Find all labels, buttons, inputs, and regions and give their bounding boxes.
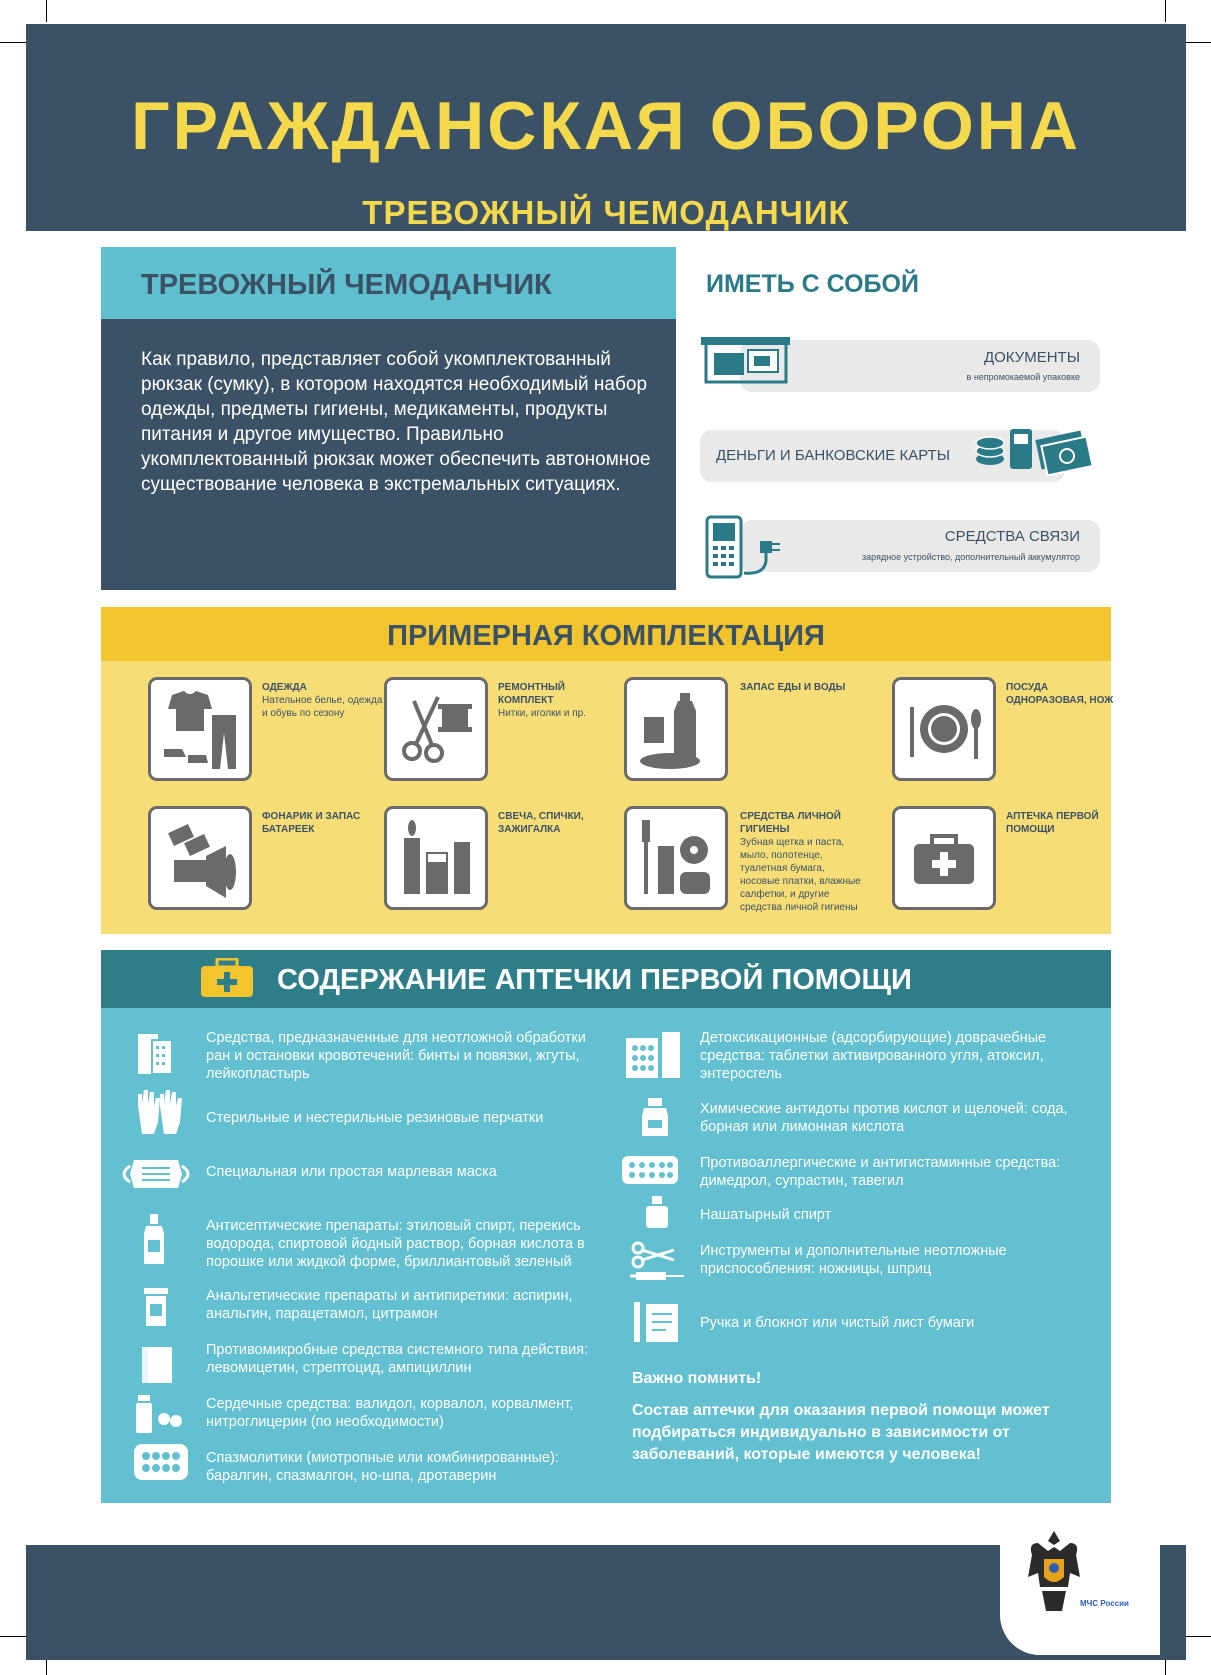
footer-logo-text: МЧС России: [1080, 1599, 1129, 1608]
aptechka-left-item: Стерильные и нестерильные резиновые перчатки: [206, 1110, 544, 1126]
medicine-box-icon: [140, 1345, 174, 1385]
aptechka-right-item: Детоксикационные (адсорбирующие) доврачебные средства: таблетки активированного угля, атоксил, энтеросгель: [700, 1030, 1047, 1082]
antidote-jar-icon: [640, 1098, 670, 1138]
aptechka-right-item: Инструменты и дополнительные неотложные приспособления: ножницы, шприц: [700, 1243, 1007, 1277]
kit-item-title: РЕМОНТНЫЙ КОМПЛЕКТ: [498, 682, 565, 706]
flashlight-icon: [148, 806, 252, 910]
carry-item-note: зарядное устройство, дополнительный аккумулятор: [862, 552, 1080, 562]
aptechka-right-item: Ручка и блокнот или чистый лист бумаги: [700, 1315, 975, 1331]
carry-item-communications: [740, 520, 1100, 572]
kit-item-title: ЗАПАС ЕДЫ И ВОДЫ: [740, 682, 846, 693]
pill-jar-icon: [142, 1288, 172, 1328]
kit-item-title: АПТЕЧКА ПЕРВОЙ ПОМОЩИ: [1006, 811, 1099, 835]
aptechka-right-item: Химические антидоты против кислот и щелочей: сода, борная или лимонная кислота: [700, 1101, 1068, 1135]
kit-item-title: СВЕЧА, СПИЧКИ, ЗАЖИГАЛКА: [498, 811, 584, 835]
kit-item-title: ФОНАРИК И ЗАПАС БАТАРЕЕК: [262, 811, 361, 835]
aptechka-heading-bar: [101, 950, 1111, 1008]
kit-item-candle: [498, 810, 623, 836]
bandage-icon: [138, 1032, 174, 1076]
crop-mark: [46, 0, 47, 22]
clothes-icon: [148, 677, 252, 781]
aptechka-right-item: Противоаллергические и антигистаминные средства: димедрол, супрастин, тавегил: [700, 1155, 1061, 1189]
emercom-emblem-icon: [1024, 1525, 1084, 1625]
aptechka-left-item: Противомикробные средства системного типа действия: левомицетин, стрептоцид, ампициллин: [206, 1342, 589, 1376]
kit-item-title: ПОСУДА ОДНОРАЗОВАЯ, НОЖ: [1006, 682, 1114, 706]
important-text: Состав аптечки для оказания первой помощи может подбираться индивидуально в зависимости от заболеваний, которые имеются у человека!: [632, 1402, 1050, 1463]
intro-heading-bar: [101, 247, 676, 319]
aptechka-heading: СОДЕРЖАНИЕ АПТЕЧКИ ПЕРВОЙ ПОМОЩИ: [277, 964, 912, 996]
aptechka-left-item: Спазмолитики (миотропные или комбинированные): баралгин, спазмалгон, но-шпа, дротаверин: [206, 1450, 559, 1484]
kit-item-hygiene: [740, 810, 865, 914]
kit-item-text: Нитки, иголки и пр.: [498, 708, 586, 719]
kit-item-clothes: [262, 681, 387, 720]
crop-mark: [1165, 0, 1166, 22]
phone-icon: [704, 515, 789, 580]
carry-title: ИМЕТЬ С СОБОЙ: [706, 270, 919, 298]
antiseptic-bottle-icon: [140, 1214, 170, 1266]
tableware-icon: [892, 677, 996, 781]
blister-pack-icon: [134, 1444, 190, 1482]
sewing-kit-icon: [384, 677, 488, 781]
aptechka-left-item: Сердечные средства: валидол, корвалол, корвалмент, нитроглицерин (по необходимости): [206, 1396, 574, 1430]
aptechka-right-item: Нашатырный спирт: [700, 1207, 832, 1223]
activated-charcoal-icon: [626, 1032, 682, 1080]
carry-item-note: в непромокаемой упаковке: [966, 372, 1080, 382]
heart-pills-icon: [136, 1395, 186, 1435]
kit-item-food: [740, 681, 865, 694]
food-water-icon: [624, 677, 728, 781]
carry-item-label: СРЕДСТВА СВЯЗИ: [944, 528, 1080, 545]
kit-item-text: Зубная щетка и паста, мыло, полотенце, туалетная бумага, носовые платки, влажные салфетки, и другие средства личной гигиены: [740, 837, 861, 913]
poster-subtitle: ТРЕВОЖНЫЙ ЧЕМОДАНЧИК: [362, 194, 850, 231]
hygiene-icon: [624, 806, 728, 910]
kit-item-first-aid: [1006, 810, 1131, 836]
kit-item-flashlight: [262, 810, 387, 836]
kit-item-title: ОДЕЖДА: [262, 682, 307, 693]
intro-body: [101, 319, 676, 590]
kit-heading-bar: [101, 607, 1111, 661]
pen-notepad-icon: [634, 1300, 680, 1344]
intro-heading: ТРЕВОЖНЫЙ ЧЕМОДАНЧИК: [141, 269, 552, 301]
money-icon: [972, 425, 1097, 480]
carry-item-label: ДЕНЬГИ И БАНКОВСКИЕ КАРТЫ: [716, 447, 950, 464]
carry-item-label: ДОКУМЕНТЫ: [983, 349, 1080, 366]
aptechka-left-item: Специальная или простая марлевая маска: [206, 1164, 497, 1180]
kit-heading: ПРИМЕРНАЯ КОМПЛЕКТАЦИЯ: [387, 620, 825, 652]
scissors-syringe-icon: [630, 1240, 686, 1286]
aptechka-left-item: Антисептические препараты: этиловый спирт, перекись водорода, спиртовой йодный раствор, борная кислота в порошке или жидкой форме, бриллиантовый зеленый: [206, 1218, 585, 1270]
aptechka-left-item: Средства, предназначенные для неотложной обработки ран и остановки кровотечений: бинты и повязки, жгуты, лейкопластырь: [206, 1030, 586, 1082]
mask-icon: [118, 1154, 194, 1194]
first-aid-kit-icon: [199, 958, 255, 998]
kit-item-title: СРЕДСТВА ЛИЧНОЙ ГИГИЕНЫ: [740, 811, 841, 835]
kit-item-repair: [498, 681, 623, 720]
ammonia-bottle-icon: [644, 1196, 670, 1230]
first-aid-kit-icon: [892, 806, 996, 910]
documents-icon: [700, 335, 795, 387]
candle-icon: [384, 806, 488, 910]
poster-header: [26, 24, 1186, 231]
important-title: Важно помнить!: [632, 1370, 762, 1387]
antihistamine-blister-icon: [622, 1156, 680, 1186]
intro-text: Как правило, представляет собой укомплектованный рюкзак (сумку), в котором находятся необходимый набор одежды, предметы гигиены, медикаменты, продукты питания и другое имущество. Правильно укомплектованный рюкзак может обеспечить автономное существование человека в экстремальных ситуациях.: [141, 349, 651, 495]
footer-logo-area: [1000, 1525, 1160, 1655]
gloves-icon: [134, 1088, 186, 1136]
kit-item-tableware: [1006, 681, 1131, 707]
aptechka-left-item: Анальгетические препараты и антипиретики: аспирин, анальгин, парацетамол, цитрамон: [206, 1288, 573, 1322]
poster-title: ГРАЖДАНСКАЯ ОБОРОНА: [131, 88, 1081, 164]
kit-item-text: Нательное белье, одежда и обувь по сезону: [262, 695, 383, 719]
